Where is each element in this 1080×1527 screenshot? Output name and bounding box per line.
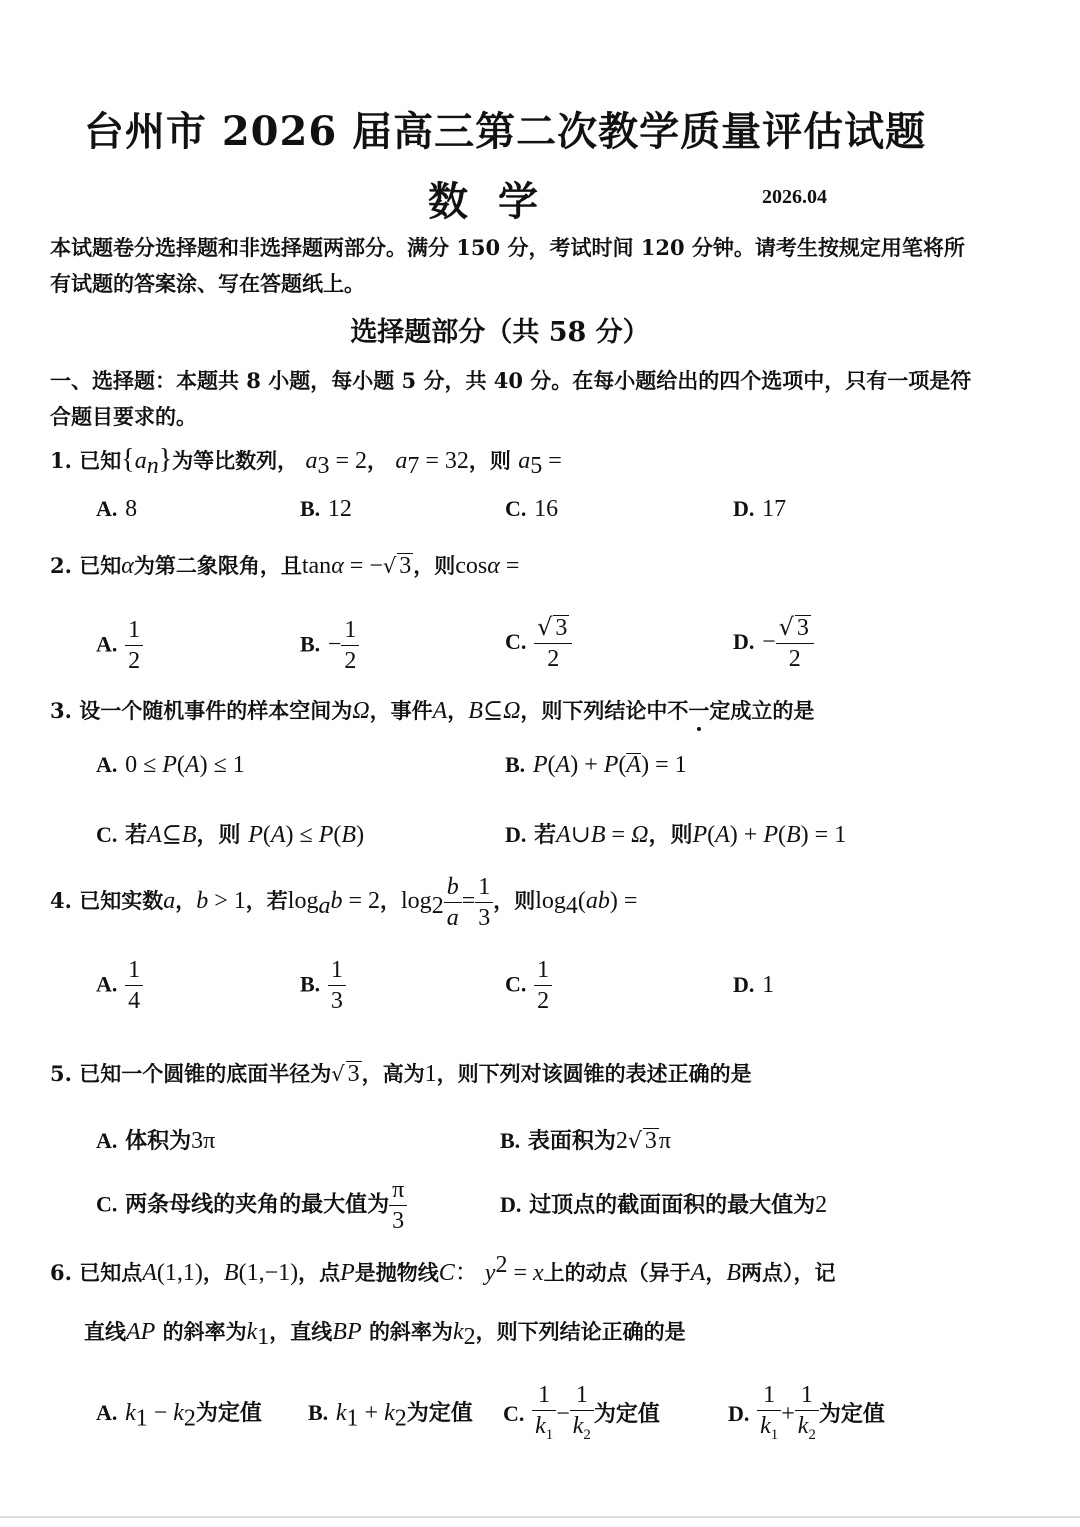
section-instruction: 一、选择题：本题共 8 小题，每小题 5 分，共 40 分。在每小题给出的四个选项中，只有一项是符合题目要求的。: [50, 368, 972, 429]
page-bottom-edge: [0, 1516, 1080, 1518]
q5-option-c[interactable]: C. 两条母线的夹角的最大值为 $\frac{\pi}{3}$: [96, 1175, 407, 1236]
q1-option-d[interactable]: D. 17: [733, 496, 787, 522]
q3-option-a[interactable]: A. 0 ≤ P(A) ≤ 1: [96, 752, 245, 778]
q2-option-c[interactable]: C. $\frac{√ 3}{2}$: [505, 612, 572, 674]
question-2-stem: 2. 已知α为第二象限角，且tanα = −√ 3，则cosα =: [50, 553, 520, 579]
question-5-stem: 5. 已知一个圆锥的底面半径为√ 3，高为1，则下列对该圆锥的表述正确的是: [50, 1061, 752, 1087]
q5-option-b[interactable]: B. 表面积为2√ 3π: [500, 1128, 672, 1154]
q1-option-a[interactable]: A. 8: [96, 496, 138, 522]
question-4-stem: 4. 已知实数a，b > 1，若$\log_ab = 2$，$\log_2$ $\frac{b}{a}$ = $\frac{1}{3}$ ，则$\log_4(ab)$ =: [50, 874, 638, 931]
q6-option-d[interactable]: D. $\frac{1}{k_1}$ + $\frac{1}{k_2}$ 为定值: [728, 1382, 885, 1443]
q4-option-b[interactable]: B. $\frac{1}{3}$: [300, 955, 346, 1016]
q3-option-d[interactable]: D. 若A∪B = Ω，则P(A) + P(B) = 1: [505, 822, 847, 848]
q4-option-d[interactable]: D. 1: [733, 972, 775, 998]
question-6-stem-line2: 直线AP 的斜率为$k_1$，直线BP 的斜率为$k_2$，则下列结论正确的是: [84, 1319, 686, 1351]
q2-option-a[interactable]: A. $\frac{1}{2}$: [96, 615, 143, 676]
q2-option-b[interactable]: B. − $\frac{1}{2}$: [300, 615, 359, 676]
q1-option-b[interactable]: B. 12: [300, 496, 352, 522]
q3-option-b[interactable]: B. P(A) + P(A) = 1: [505, 752, 687, 778]
q5-option-a[interactable]: A. 体积为3π: [96, 1128, 216, 1154]
question-3-stem: 3. 设一个随机事件的样本空间为Ω，事件A，B⊆Ω，则下列结论中不一定成立的是: [50, 698, 815, 724]
exam-date: 2026.04: [762, 186, 827, 208]
exam-intro: 本试题卷分选择题和非选择题两部分。满分 150 分，考试时间 120 分钟。请考生按规定用笔将所有试题的答案涂、写在答题纸上。: [50, 235, 965, 296]
q4-option-a[interactable]: A. $\frac{1}{4}$: [96, 955, 143, 1016]
q6-option-c[interactable]: C. $\frac{1}{k_1}$ − $\frac{1}{k_2}$ 为定值: [503, 1382, 660, 1443]
exam-title: 台州市 2026 届高三第二次教学质量评估试题: [83, 108, 927, 155]
question-6-stem: 6. 已知点A(1,1)，B(1,−1)，点P是抛物线C： $y^2 = x$上的动点（异于A，B两点），记: [50, 1252, 836, 1286]
q4-option-c[interactable]: C. $\frac{1}{2}$: [505, 955, 552, 1016]
emphasis-text: 不一定: [667, 698, 731, 723]
q1-option-c[interactable]: C. 16: [505, 496, 559, 522]
q6-option-a[interactable]: A. $k_1 - k_2$为定值: [96, 1400, 262, 1432]
q6-option-b[interactable]: B. $k_1 + k_2$为定值: [308, 1400, 473, 1432]
subject-title: 数学: [428, 178, 568, 225]
question-1-stem: 1. 已知$\{a_n\}$为等比数列， $a_3 = 2$， $a_7 = 32$，则 $a_5$ =: [50, 444, 562, 480]
q2-option-d[interactable]: D. − $\frac{√ 3}{2}$: [733, 612, 814, 674]
q5-option-d[interactable]: D. 过顶点的截面面积的最大值为2: [500, 1192, 828, 1218]
q3-option-c[interactable]: C. 若A⊆B，则 P(A) ≤ P(B): [96, 822, 365, 848]
section-title: 选择题部分（共 58 分）: [350, 317, 650, 348]
